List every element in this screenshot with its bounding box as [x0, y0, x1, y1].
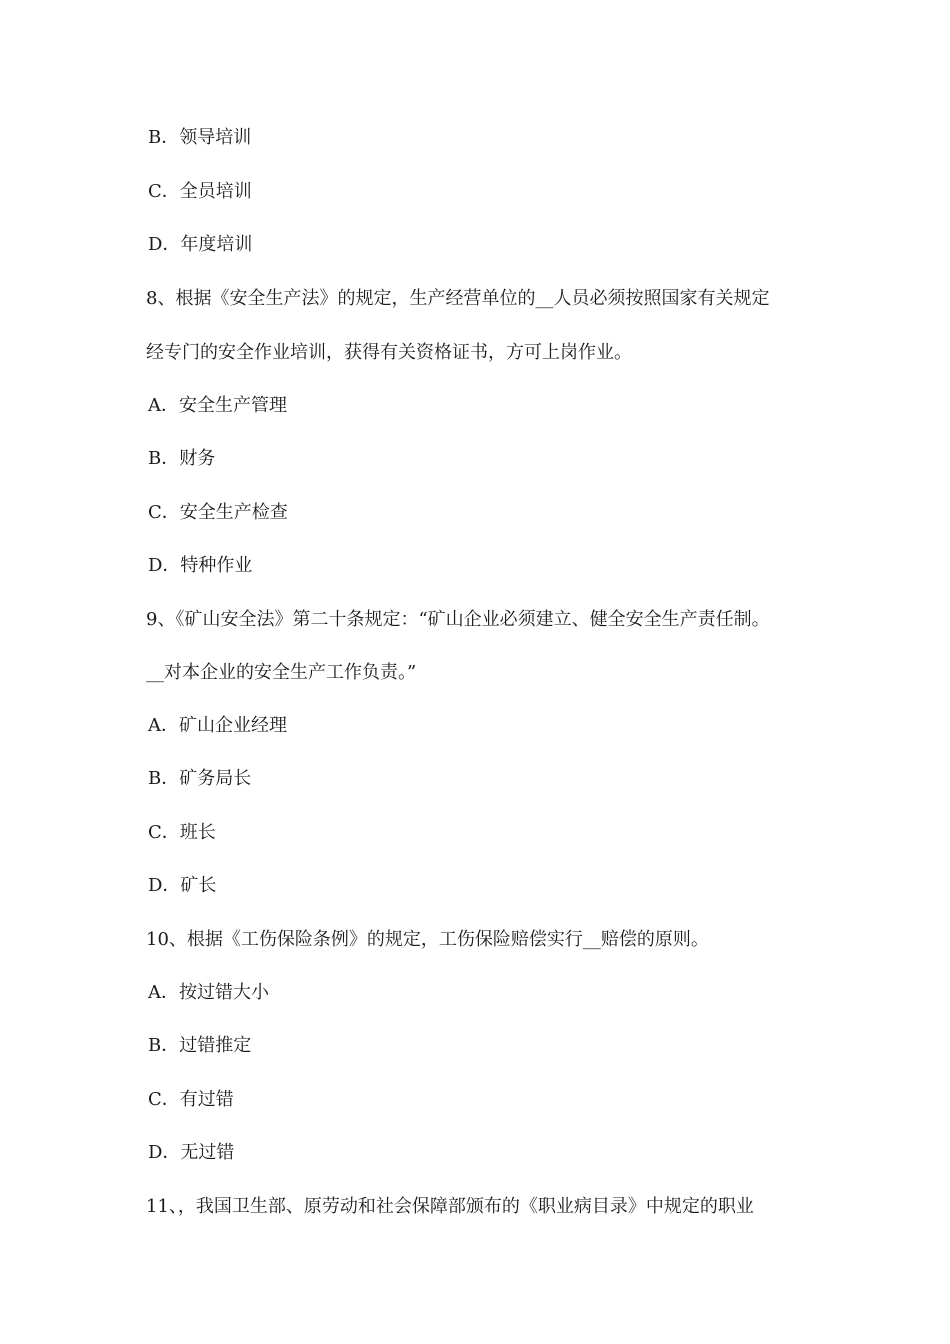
option-line: D．矿长: [148, 875, 217, 896]
question-line: 经专门的安全作业培训，获得有关资格证书，方可上岗作业。: [146, 342, 632, 363]
option-line: B．财务: [148, 448, 216, 469]
option-line: A．矿山企业经理: [148, 715, 287, 736]
option-line: D．年度培训: [148, 234, 253, 255]
option-line: D．特种作业: [148, 555, 253, 576]
question-line: __对本企业的安全生产工作负责。”: [146, 662, 417, 683]
option-line: A．安全生产管理: [148, 395, 287, 416]
question-line: 10、根据《工伤保险条例》的规定，工伤保险赔偿实行__赔偿的原则。: [146, 929, 709, 950]
option-line: C．安全生产检查: [148, 502, 288, 523]
question-line: 11、，我国卫生部、原劳动和社会保障部颁布的《职业病目录》中规定的职业: [146, 1196, 754, 1217]
question-line: 9、《矿山安全法》第二十条规定：“矿山企业必须建立、健全安全生产责任制。: [146, 609, 770, 630]
option-line: B．过错推定: [148, 1035, 252, 1056]
option-line: C．班长: [148, 822, 216, 843]
option-line: C．全员培训: [148, 181, 252, 202]
option-line: B．领导培训: [148, 127, 252, 148]
option-line: D．无过错: [148, 1142, 235, 1163]
option-line: A．按过错大小: [148, 982, 269, 1003]
option-line: C．有过错: [148, 1089, 234, 1110]
question-line: 8、根据《安全生产法》的规定，生产经营单位的__人员必须按照国家有关规定: [146, 288, 770, 309]
option-line: B．矿务局长: [148, 768, 252, 789]
